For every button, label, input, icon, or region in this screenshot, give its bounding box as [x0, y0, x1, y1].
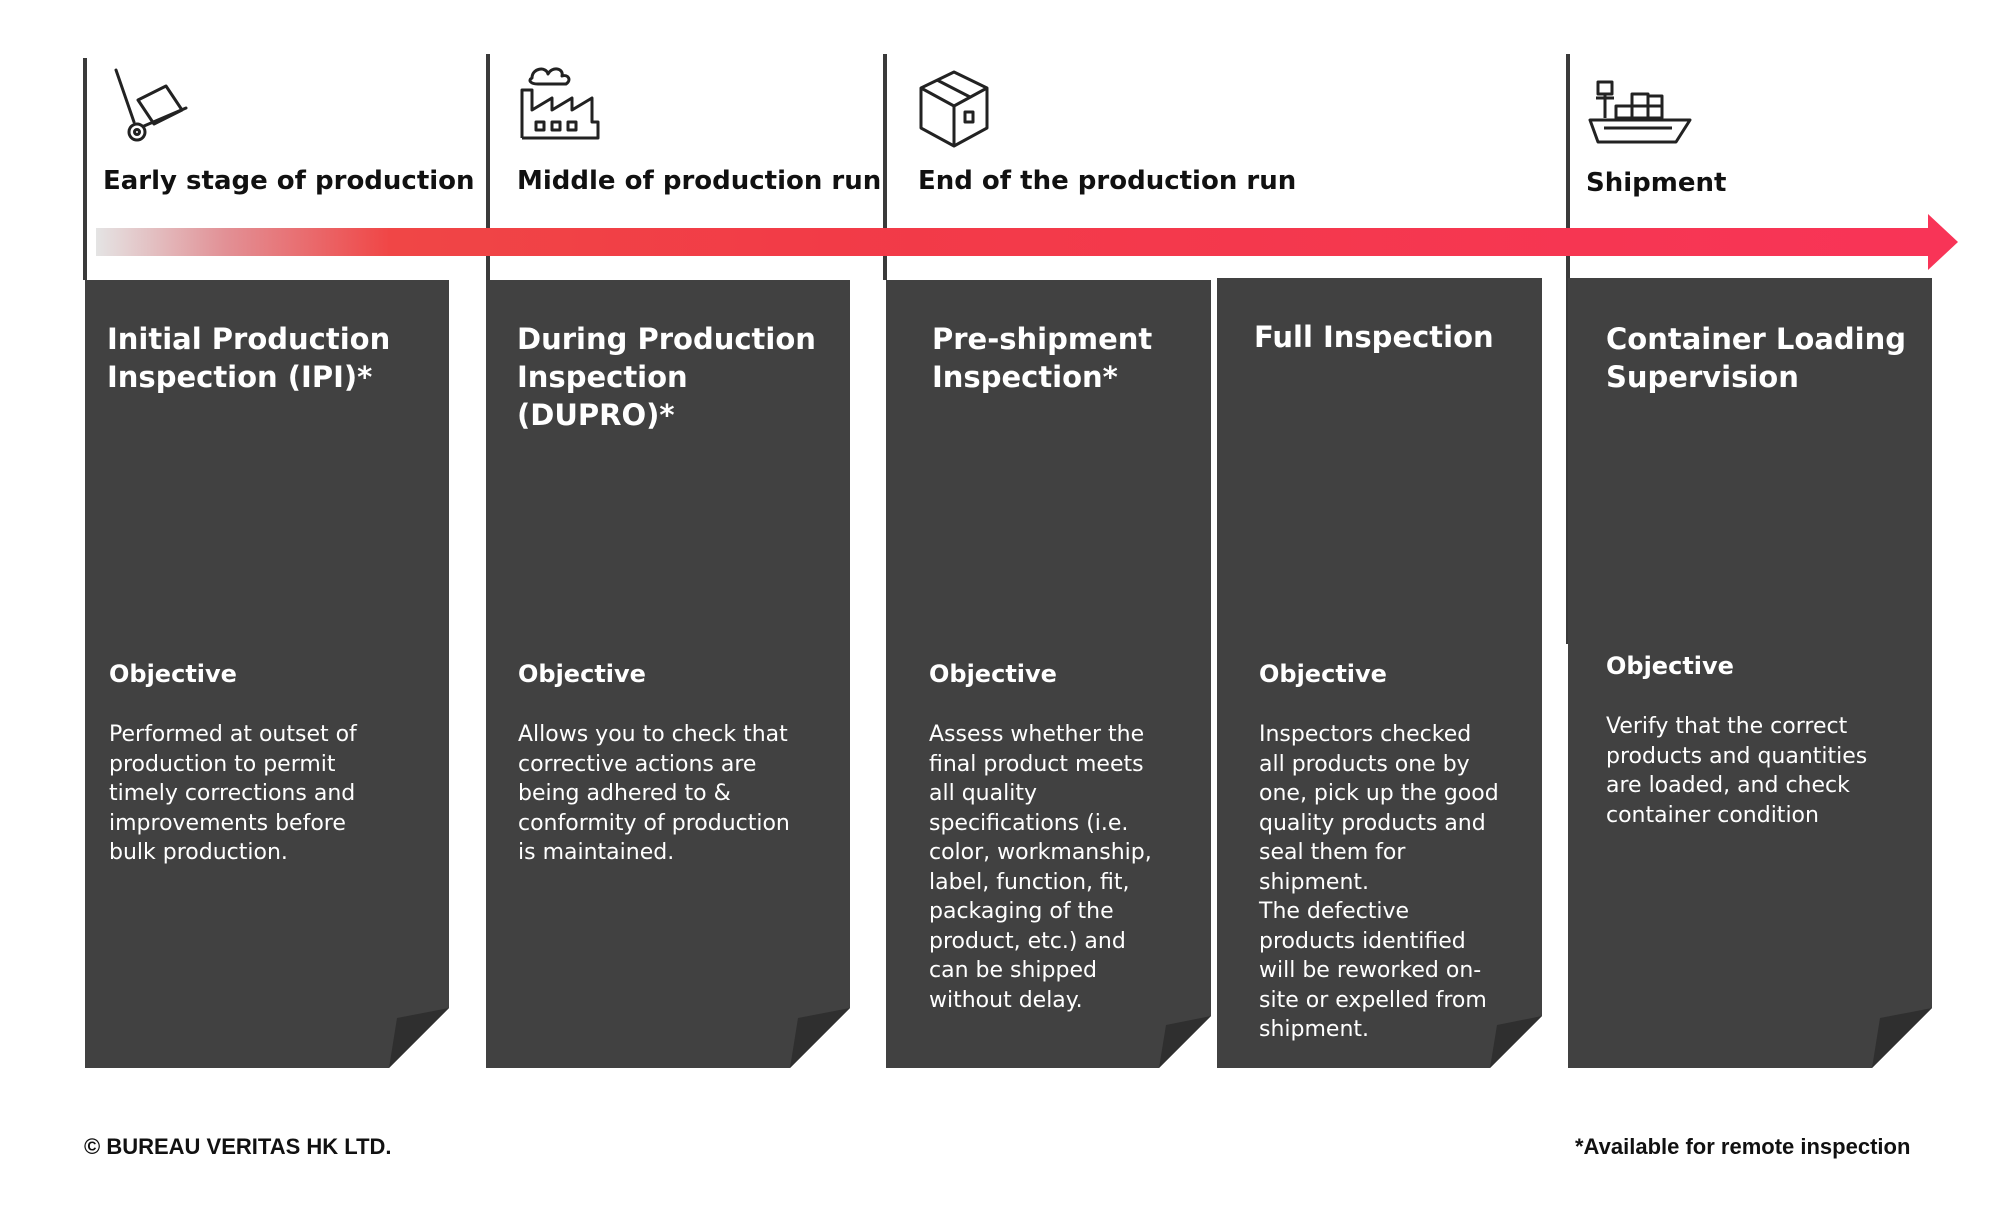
- card-full-inspection: [1217, 278, 1542, 1068]
- card-description: Allows you to check that corrective actions are being adhered to & conformity of production is maintained.: [518, 722, 790, 865]
- card-description: Performed at outset of production to permit timely corrections and improvements before bulk production.: [109, 722, 357, 865]
- stage-divider-1: [83, 58, 87, 280]
- card-title: During Production Inspection (DUPRO)*: [517, 322, 816, 432]
- card-objective-heading: Objective: [518, 660, 646, 688]
- hand-truck-icon: [108, 64, 190, 152]
- card-during-production-inspection: [486, 280, 850, 1068]
- cargo-ship-icon: [1586, 78, 1692, 152]
- card-objective-heading: Objective: [1606, 652, 1734, 680]
- card-title: Pre-shipment Inspection*: [932, 322, 1153, 394]
- page-curl: [1159, 1016, 1211, 1068]
- card-title: Initial Production Inspection (IPI)*: [107, 322, 391, 394]
- stage-label-end: End of the production run: [918, 166, 1297, 196]
- card-objective-heading: Objective: [1259, 660, 1387, 688]
- page-curl: [1872, 1008, 1932, 1068]
- card-container-loading-supervision: [1568, 278, 1932, 1068]
- card-title: Container Loading Supervision: [1606, 322, 1907, 394]
- copyright-text: © BUREAU VERITAS HK LTD.: [84, 1134, 392, 1159]
- timeline-arrow-bar: [96, 228, 1930, 256]
- page-curl: [1490, 1016, 1542, 1068]
- card-title: Full Inspection: [1254, 320, 1494, 354]
- card-initial-production-inspection: [85, 280, 449, 1068]
- card-description: Inspectors checked all products one by one, pick up the good quality products and seal them for shipment. The defective products identified will be reworked on- site or expelled from shipment.: [1259, 722, 1499, 1042]
- stage-label-early: Early stage of production: [103, 166, 475, 196]
- page-curl: [389, 1008, 449, 1068]
- card-objective-heading: Objective: [109, 660, 237, 688]
- remote-inspection-note: *Available for remote inspection: [1575, 1134, 1911, 1159]
- card-description: Assess whether the final product meets all quality specifications (i.e. color, workmanship, label, function, fit, packaging of the product, etc.) and can be shipped without delay.: [929, 722, 1152, 1013]
- card-objective-heading: Objective: [929, 660, 1057, 688]
- timeline-arrow-head: [1928, 214, 1958, 270]
- stage-label-middle: Middle of production run: [517, 166, 882, 196]
- box-icon: [917, 68, 991, 154]
- card-pre-shipment-inspection: [886, 280, 1211, 1068]
- card-description: Verify that the correct products and quantities are loaded, and check container condition: [1606, 714, 1868, 828]
- factory-icon: [518, 64, 602, 146]
- page-curl: [790, 1008, 850, 1068]
- stage-label-shipment: Shipment: [1586, 168, 1727, 198]
